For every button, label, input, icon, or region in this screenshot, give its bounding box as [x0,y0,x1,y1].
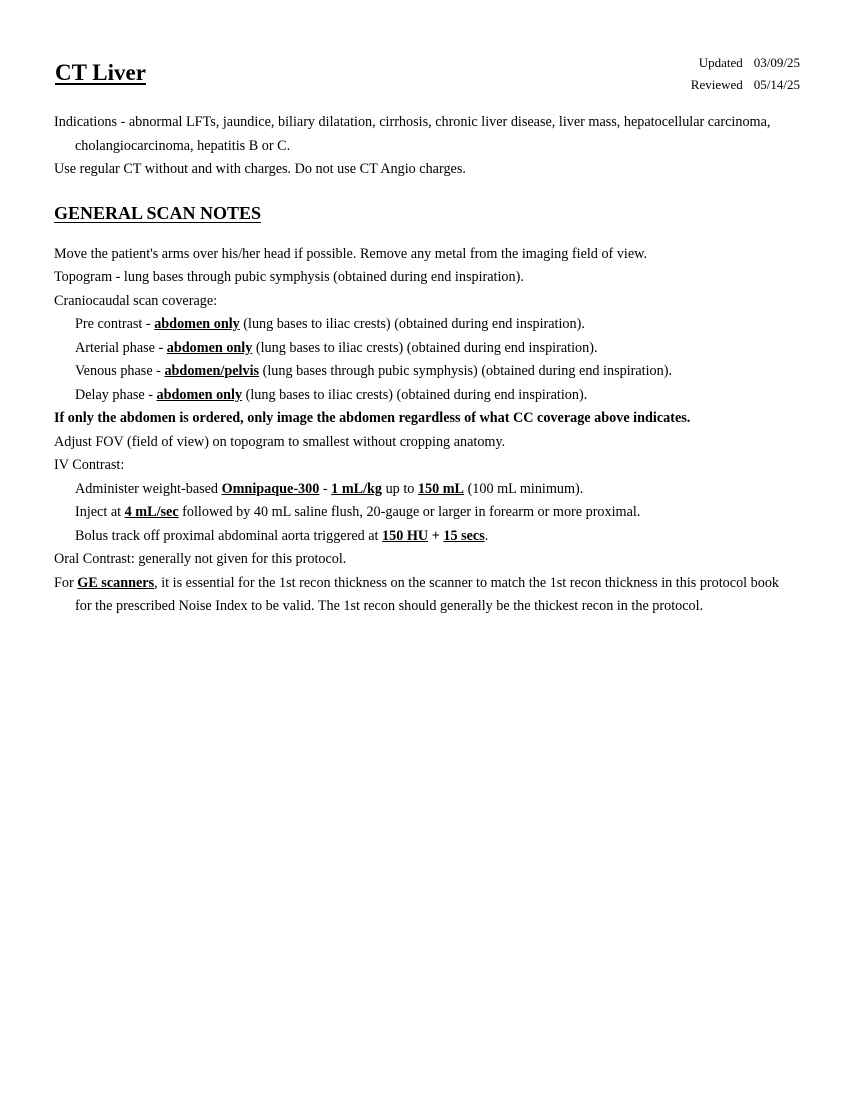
delay-phase-coverage: abdomen only [156,386,243,403]
updated-date: 03/09/25 [753,55,800,70]
topogram-note: Topogram - lung bases through pubic symphysis (obtained during end inspiration). [54,269,524,285]
iv-dose-upto: up to [382,480,418,497]
trigger-delay: 15 secs [443,527,485,544]
delay-phase-line [54,384,784,408]
arterial-phase-coverage: abdomen only [166,339,253,356]
ge-scanners-term: GE scanners [77,574,155,591]
document-body [54,111,784,619]
venous-phase-label: Venous phase - [75,363,165,379]
iv-bolus-line [54,525,784,549]
ge-detail: , it is essential for the 1st recon thickness on the scanner to match the 1st recon thickness in this protocol book for the prescribed Noise Index to be valid. The 1st recon should generally be the thickest recon in the protocol. [75,574,780,614]
venous-phase-line [54,360,784,384]
arterial-phase-detail: (lung bases to iliac crests) (obtained during end inspiration). [252,339,598,356]
oral-contrast-note: Oral Contrast: generally not given for this protocol. [54,551,347,567]
reviewed-row [660,74,800,96]
charges-text: Use regular CT without and with charges. Do not use CT Angio charges. [54,161,466,177]
document-dates [660,52,800,96]
section-title: GENERAL SCAN NOTES [54,202,262,223]
venous-phase-detail: (lung bases through pubic symphysis) (obtained during end inspiration). [259,363,673,379]
fov-note: Adjust FOV (field of view) on topogram to smallest without cropping anatomy. [54,433,506,450]
page-title: CT Liver [55,60,146,85]
ge-intro: For [54,574,78,591]
iv-inject-line [54,501,784,525]
iv-dose-line [54,478,784,502]
trigger-threshold: 150 HU [382,527,429,544]
delay-phase-detail: (lung bases to iliac crests) (obtained during end inspiration). [242,386,588,403]
iv-inject-detail: followed by 40 mL saline flush, 20-gauge or larger in forearm or more proximal. [178,504,641,520]
updated-label: Updated [698,55,743,70]
max-dose: 150 mL [417,480,465,497]
iv-dose-sep: - [319,480,332,497]
iv-dose-intro: Administer weight-based [75,480,222,497]
venous-phase-coverage: abdomen/pelvis [164,363,260,379]
updated-row [660,52,800,74]
ge-scanners-note [54,572,784,619]
bolus-plus: + [428,527,444,544]
injection-rate: 4 mL/sec [124,504,179,520]
reviewed-date: 05/14/25 [753,77,800,92]
pre-contrast-detail: (lung bases to iliac crests) (obtained during end inspiration). [239,316,585,332]
pre-contrast-line [54,313,784,337]
iv-dose-min: (100 mL minimum). [464,480,584,497]
coverage-heading: Craniocaudal scan coverage: [54,292,218,309]
iv-bolus-end: . [484,527,489,544]
arms-note: Move the patient's arms over his/her head if possible. Remove any metal from the imaging field of view. [54,245,648,262]
delay-phase-label: Delay phase - [75,386,157,403]
iv-inject-intro: Inject at [75,504,125,520]
iv-bolus-intro: Bolus track off proximal abdominal aorta triggered at [75,527,383,544]
contrast-agent: Omnipaque-300 [221,480,320,497]
iv-contrast-heading: IV Contrast: [54,457,125,473]
indications-text: Indications - abnormal LFTs, jaundice, biliary dilatation, cirrhosis, chronic liver disease, liver mass, hepatocellular carcinoma, cholangiocarcinoma, hepatitis B or C. [54,114,771,154]
pre-contrast-label: Pre contrast - [75,316,155,332]
arterial-phase-label: Arterial phase - [75,339,167,356]
dose-per-kg: 1 mL/kg [331,480,383,497]
pre-contrast-coverage: abdomen only [154,316,240,332]
reviewed-label: Reviewed [690,77,743,92]
abdomen-only-warning: If only the abdomen is ordered, only image the abdomen regardless of what CC coverage above indicates. [54,410,691,426]
arterial-phase-line [54,337,784,361]
